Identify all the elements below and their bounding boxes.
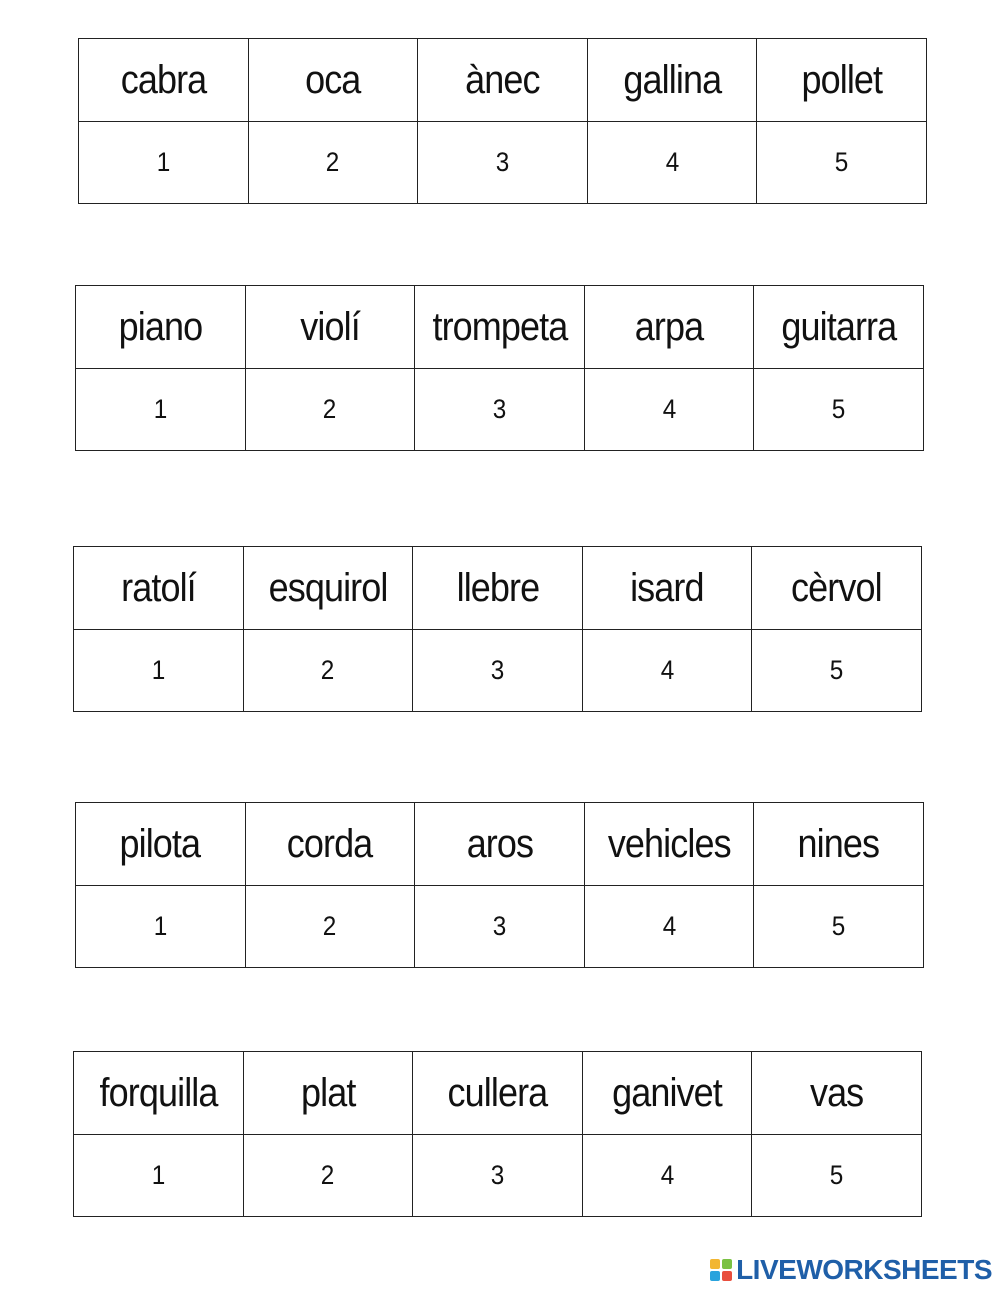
word-cell: gallina	[587, 39, 757, 122]
number-cell: 3	[418, 122, 588, 204]
word-table-3	[73, 546, 922, 712]
word-table-1	[78, 38, 927, 204]
word-cell: trompeta	[415, 286, 585, 369]
number-cell: 2	[248, 122, 418, 204]
word-cell: llebre	[413, 547, 583, 630]
number-row	[76, 369, 924, 451]
word-row	[74, 1052, 922, 1135]
number-cell: 2	[245, 886, 415, 968]
number-cell: 4	[584, 369, 754, 451]
word-cell: esquirol	[243, 547, 413, 630]
word-table-4	[75, 802, 924, 968]
number-cell: 3	[415, 369, 585, 451]
word-cell: pollet	[757, 39, 927, 122]
number-cell: 3	[415, 886, 585, 968]
number-cell: 1	[74, 1135, 244, 1217]
word-table-5	[73, 1051, 922, 1217]
word-cell: cèrvol	[752, 547, 922, 630]
number-row	[76, 886, 924, 968]
liveworksheets-logo-icon	[710, 1259, 732, 1281]
word-cell: nines	[754, 803, 924, 886]
word-table-2	[75, 285, 924, 451]
number-cell: 3	[413, 1135, 583, 1217]
word-cell: violí	[245, 286, 415, 369]
word-row	[76, 286, 924, 369]
number-cell: 5	[754, 886, 924, 968]
number-row	[74, 630, 922, 712]
logo-text: LIVEWORKSHEETS	[736, 1254, 992, 1285]
word-cell: vas	[752, 1052, 922, 1135]
number-cell: 4	[587, 122, 757, 204]
word-cell: isard	[582, 547, 752, 630]
number-cell: 2	[245, 369, 415, 451]
number-cell: 4	[582, 630, 752, 712]
word-cell: forquilla	[74, 1052, 244, 1135]
number-cell: 2	[243, 630, 413, 712]
word-row	[74, 547, 922, 630]
number-row	[79, 122, 927, 204]
word-cell: ratolí	[74, 547, 244, 630]
number-cell: 5	[752, 1135, 922, 1217]
number-cell: 2	[243, 1135, 413, 1217]
word-cell: guitarra	[754, 286, 924, 369]
word-cell: plat	[243, 1052, 413, 1135]
word-cell: cabra	[79, 39, 249, 122]
word-row	[79, 39, 927, 122]
number-cell: 5	[757, 122, 927, 204]
number-cell: 4	[584, 886, 754, 968]
number-cell: 5	[754, 369, 924, 451]
number-cell: 3	[413, 630, 583, 712]
number-cell: 1	[76, 369, 246, 451]
number-cell: 1	[74, 630, 244, 712]
word-row	[76, 803, 924, 886]
word-cell: pilota	[76, 803, 246, 886]
number-cell: 1	[79, 122, 249, 204]
number-cell: 5	[752, 630, 922, 712]
word-cell: vehicles	[584, 803, 754, 886]
word-cell: corda	[245, 803, 415, 886]
word-cell: oca	[248, 39, 418, 122]
number-cell: 1	[76, 886, 246, 968]
liveworksheets-logo[interactable]	[710, 1254, 992, 1286]
word-cell: arpa	[584, 286, 754, 369]
word-cell: piano	[76, 286, 246, 369]
word-cell: ànec	[418, 39, 588, 122]
word-cell: aros	[415, 803, 585, 886]
number-row	[74, 1135, 922, 1217]
number-cell: 4	[582, 1135, 752, 1217]
word-cell: cullera	[413, 1052, 583, 1135]
word-cell: ganivet	[582, 1052, 752, 1135]
